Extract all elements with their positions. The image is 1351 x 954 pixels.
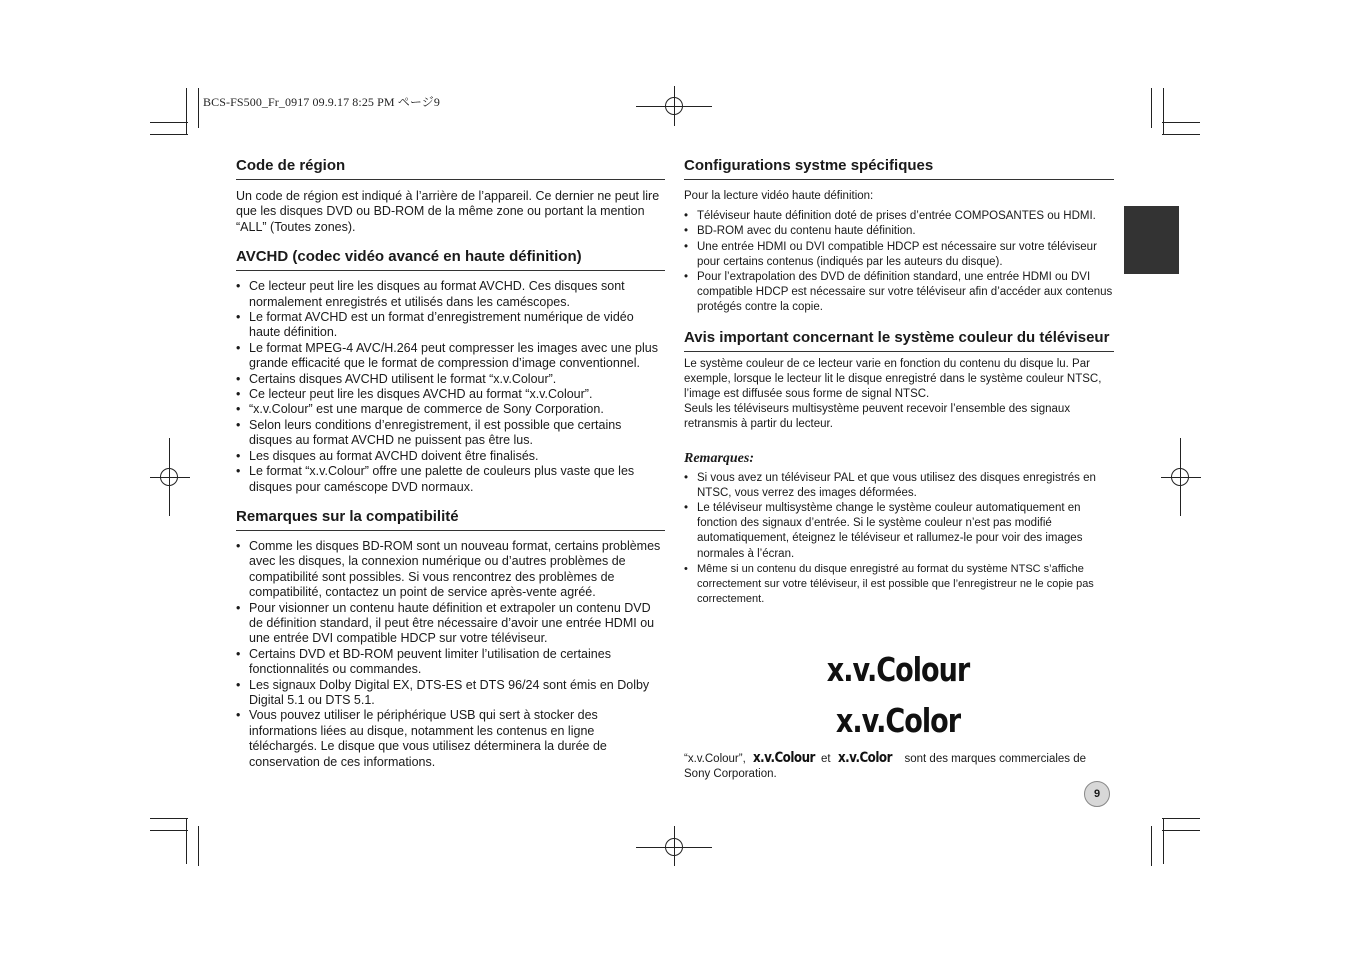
config-intro: Pour la lecture vidéo haute définition: [684,190,874,202]
colour-system-text-2: Seuls les téléviseurs multisystème peuvent recevoir l’ensemble des signaux retransmis à partir du lecteur. [684,403,1071,431]
config-section [684,156,1114,316]
trademark-and: et [821,753,831,765]
xvcolor-logo: x.v.Color [835,701,961,740]
compatibility-section [236,507,665,770]
compatibility-heading: Remarques sur la compatibilité [236,507,665,531]
list-item: • Le format “x.v.Colour” offre une palette de couleurs plus vaste que les disques pour caméscope DVD normaux. [236,464,665,495]
list-item: • Le format MPEG-4 AVC/H.264 peut compresser les images avec une plus grande efficacité que le format de compression d’image conventionnel. [236,341,665,372]
list-item: • Le téléviseur multisystème change le système couleur automatiquement en fonction des signaux d’entrée. Si le système couleur n’est pas modifié automatiquement, éteignez le téléviseur et rallumez-le pour voir des images normales à l’écran. [684,501,1114,562]
region-text: Un code de région est indiqué à l’arrière de l’appareil. Ce dernier ne peut lire que les disques DVD ou BD-ROM de la même zone ou portant la mention “ALL” (Toutes zones). [236,189,660,234]
colour-system-heading: Avis important concernant le système couleur du téléviseur [684,328,1114,352]
list-item: • Certains disques AVCHD utilisent le format “x.v.Colour”. [236,372,665,387]
remarks-section [684,451,1114,608]
section-tab [1124,206,1179,274]
colour-system-text-1: Le système couleur de ce lecteur varie en fonction du contenu du disque lu. Par exemple, lorsque le lecteur lit le disque enregistré dans le système couleur NTSC, l’image est diffusée sous forme de signal NTSC. [684,357,1102,401]
avchd-section [236,247,665,495]
right-column [684,156,1114,607]
list-item: • Selon leurs conditions d’enregistrement, il est possible que certains disques au format AVCHD ne puissent pas être lus. [236,418,665,449]
trademark-line-1 [684,751,1114,767]
print-job-stamp: BCS-FS500_Fr_0917 09.9.17 8:25 PM ページ9 [203,95,440,109]
list-item: • Les disques au format AVCHD doivent être finalisés. [236,449,665,464]
remarks-list-extra [684,562,1114,608]
remarks-list [684,471,1114,562]
list-item: • BD-ROM avec du contenu haute définition. [684,224,1114,239]
config-list [684,209,1114,315]
list-item: • “x.v.Colour” est une marque de commerce de Sony Corporation. [236,402,665,417]
list-item: • Comme les disques BD-ROM sont un nouveau format, certains problèmes avec les disques, la connexion numérique ou d’autres problèmes de compatibilité sont possibles. Si vous rencontrez des problèmes de compatibilité, contactez un point de service après-vente agréé. [236,539,665,601]
trademark-note [684,751,1114,783]
xvcolor-inline-logo: x.v.Color [837,750,892,766]
list-item: • Vous pouvez utiliser le périphérique USB qui sert à stocker des informations liées au disque, notamment les contenus en ligne téléchargés. Le disque que vous utilisez déterminera la durée de conservation de ces informations. [236,708,665,770]
trademark-line-2: Sony Corporation. [684,768,777,781]
left-column [236,156,665,770]
colour-system-text [684,357,1114,433]
config-heading: Configurations systme spécifiques [684,156,1114,180]
remarks-heading: Remarques: [684,450,754,466]
list-item: • Une entrée HDMI ou DVI compatible HDCP est nécessaire sur votre téléviseur pour certains contenus (indiqués par les auteurs du disque). [684,240,1114,270]
list-item: • Ce lecteur peut lire les disques au format AVCHD. Ces disques sont normalement enregistrés et utilisés dans les caméscopes. [236,279,665,310]
list-item: • Ce lecteur peut lire les disques AVCHD au format “x.v.Colour”. [236,387,665,402]
region-heading: Code de région [236,156,665,180]
avchd-heading: AVCHD (codec vidéo avancé en haute définition) [236,247,665,271]
list-item: • Téléviseur haute définition doté de prises d’entrée COMPOSANTES ou HDMI. [684,209,1114,224]
region-section [236,156,665,235]
compatibility-list [236,539,665,770]
list-item: • Le format AVCHD est un format d’enregistrement numérique de vidéo haute définition. [236,310,665,341]
list-item: • Certains DVD et BD-ROM peuvent limiter l’utilisation de certaines fonctionnalités ou commandes. [236,647,665,678]
list-item: • Pour l’extrapolation des DVD de définition standard, une entrée HDMI ou DVI compatible HDCP est nécessaire sur votre téléviseur afin d’accéder aux contenus protégés contre la copie. [684,270,1114,316]
avchd-list [236,279,665,495]
page-number: 9 [1084,781,1110,807]
colour-system-section [684,328,1114,433]
trademark-text-2: sont des marques commerciales de [904,753,1087,765]
list-item: • Pour visionner un contenu haute définition et extrapoler un contenu DVD de définition standard, il peut être nécessaire d’avoir une entrée HDMI ou une entrée DVI compatible HDCP sur votre téléviseur. [236,601,665,647]
list-item: • Les signaux Dolby Digital EX, DTS-ES et DTS 96/24 sont émis en Dolby Digital 5.1 ou DTS 5.1. [236,678,665,709]
list-item: • Si vous avez un téléviseur PAL et que vous utilisez des disques enregistrés en NTSC, vous verrez des images déformées. [684,471,1114,501]
list-item: • Même si un contenu du disque enregistré au format du système NTSC s’affiche correctement sur votre téléviseur, il est possible que l’enregistreur ne le copie pas correctement. [684,562,1114,608]
xvcolour-inline-logo: x.v.Colour [752,750,815,766]
trademark-text-1: “x.v.Colour”, [684,753,746,765]
xvcolour-logo: x.v.Colour [826,650,970,689]
